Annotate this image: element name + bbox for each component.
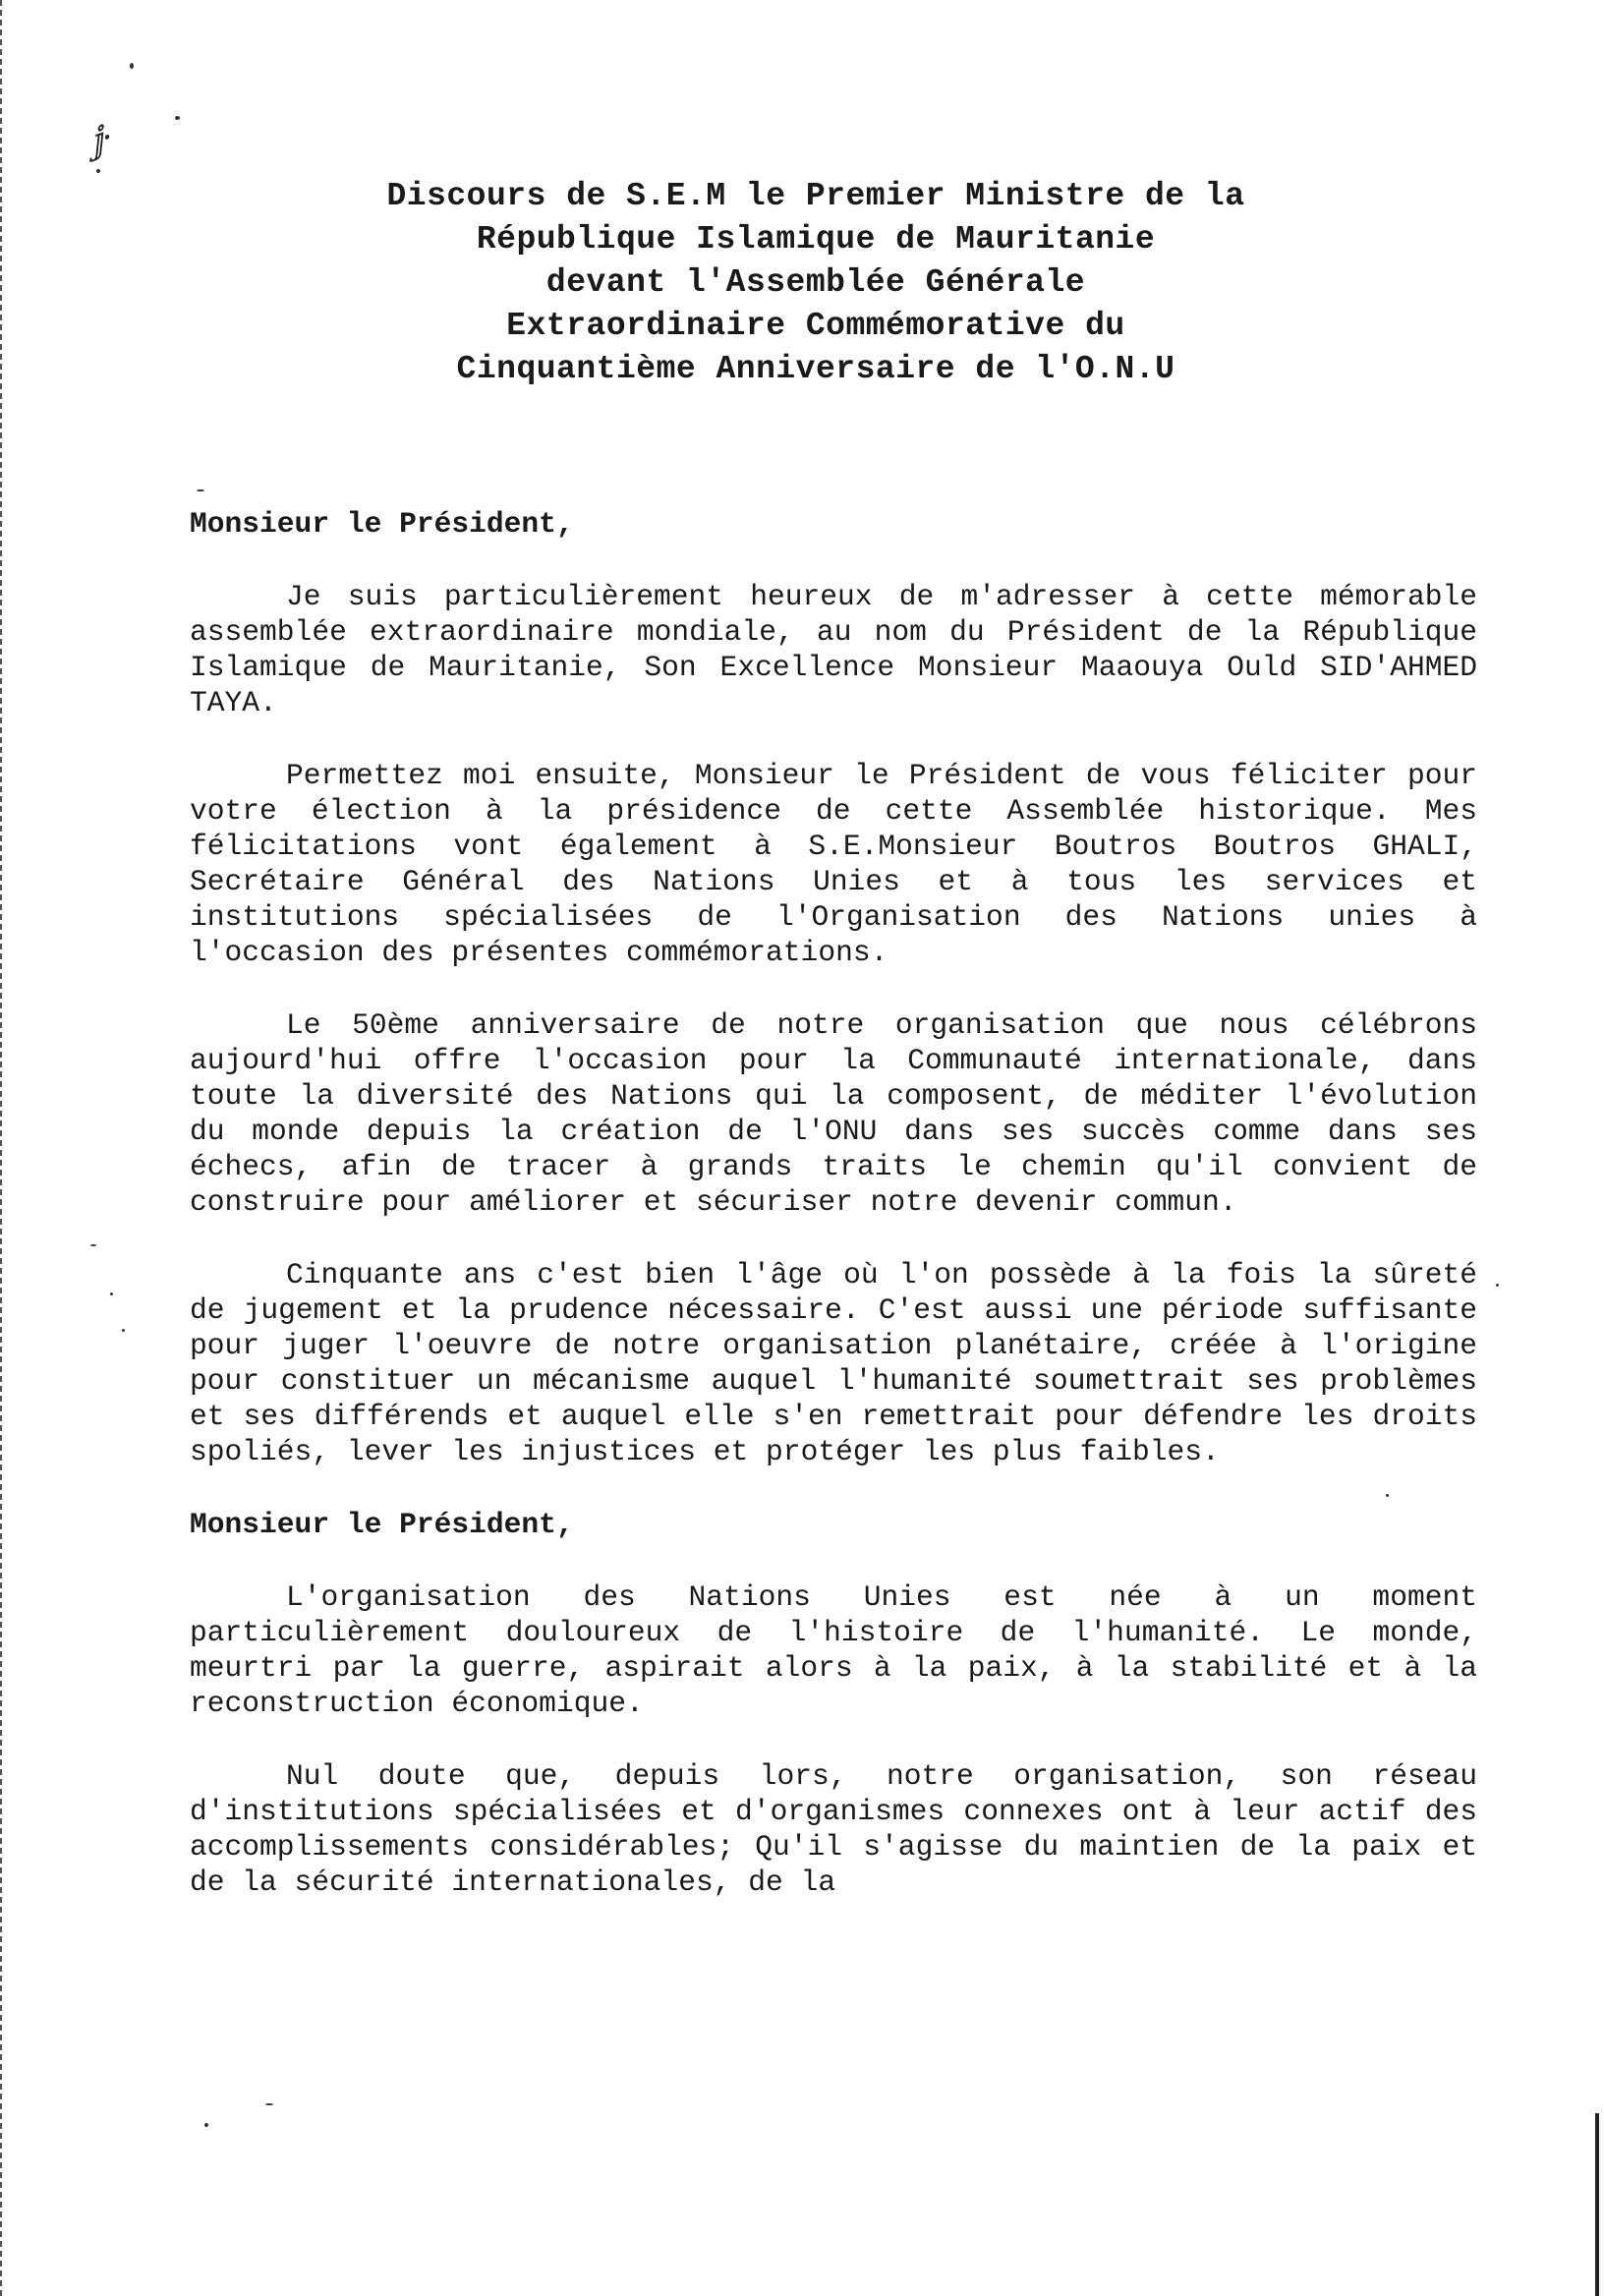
scan-speck bbox=[1496, 1284, 1499, 1287]
scan-speck bbox=[110, 1292, 113, 1295]
scan-speck bbox=[175, 116, 180, 120]
paragraph: Nul doute que, depuis lors, notre organisation, son réseau d'institutions spécialisées et d'organismes connexes ont à leur actif des accomplissements considérables; Qu'il s'agisse du maintien de la paix et de la sécurité internationales, de la bbox=[190, 1759, 1477, 1899]
speech-title bbox=[295, 175, 1337, 391]
scan-speck bbox=[265, 2103, 273, 2105]
scan-speck bbox=[96, 169, 100, 173]
salutation: Monsieur le Président, bbox=[190, 1508, 574, 1541]
scan-speck bbox=[197, 489, 204, 491]
title-line: Extraordinaire Commémorative du bbox=[506, 308, 1125, 344]
scan-speck bbox=[204, 2123, 208, 2127]
title-line: République Islamique de Mauritanie bbox=[476, 221, 1156, 258]
title-line: devant l'Assemblée Générale bbox=[545, 264, 1086, 301]
scan-speck bbox=[130, 63, 134, 69]
paragraph: Cinquante ans c'est bien l'âge où l'on possède à la fois la sûreté de jugement et la prudence nécessaire. C'est aussi une période suffisante pour juger l'oeuvre de notre organisation planétaire, créée à l'origine pour constituer un mécanisme auquel l'humanité soumettrait ses problèmes et ses différends et auquel elle s'en remettrait pour défendre les droits spoliés, lever les injustices et protéger les plus faibles. bbox=[190, 1258, 1477, 1468]
paragraph: L'organisation des Nations Unies est née à un moment particulièrement douloureux de l'histoire de l'humanité. Le monde, meurtri par la guerre, aspirait alors à la paix, à la stabilité et à la reconstruction économique. bbox=[190, 1580, 1477, 1720]
title-line: Discours de S.E.M le Premier Ministre de la bbox=[386, 178, 1245, 214]
paragraph: Le 50ème anniversaire de notre organisation que nous célébrons aujourd'hui offre l'occasion pour la Communauté internationale, dans toute la diversité des Nations qui la composent, de méditer l'évolution du monde depuis la création de l'ONU dans ses succès comme dans ses échecs, afin de tracer à grands traits le chemin qu'il convient de construire pour améliorer et sécuriser notre devenir commun. bbox=[190, 1008, 1477, 1219]
scan-right-edge bbox=[1595, 2113, 1599, 2296]
title-line: Cinquantième Anniversaire de l'O.N.U bbox=[456, 351, 1175, 387]
scan-speck bbox=[90, 1244, 96, 1246]
paragraph: Je suis particulièrement heureux de m'adresser à cette mémorable assemblée extraordinaire mondiale, au nom du Président de la République Islamique de Mauritanie, Son Excellence Monsieur Maaouya Ould SID'AHMED TAYA. bbox=[190, 580, 1477, 719]
handwritten-mark: ⅉ· bbox=[85, 117, 119, 162]
speech-body bbox=[190, 506, 1477, 1900]
paragraph: Permettez moi ensuite, Monsieur le Président de vous féliciter pour votre élection à la présidence de cette Assemblée historique. Mes félicitations vont également à S.E.Monsieur Boutros Boutros GHALI, Secrétaire Général des Nations Unies et à tous les services et institutions spécialisées de l'Organisation des Nations unies à l'occasion des présentes commémorations. bbox=[190, 759, 1477, 969]
salutation: Monsieur le Président, bbox=[190, 507, 574, 541]
scan-speck bbox=[122, 1329, 125, 1332]
scan-left-edge bbox=[0, 0, 2, 2296]
